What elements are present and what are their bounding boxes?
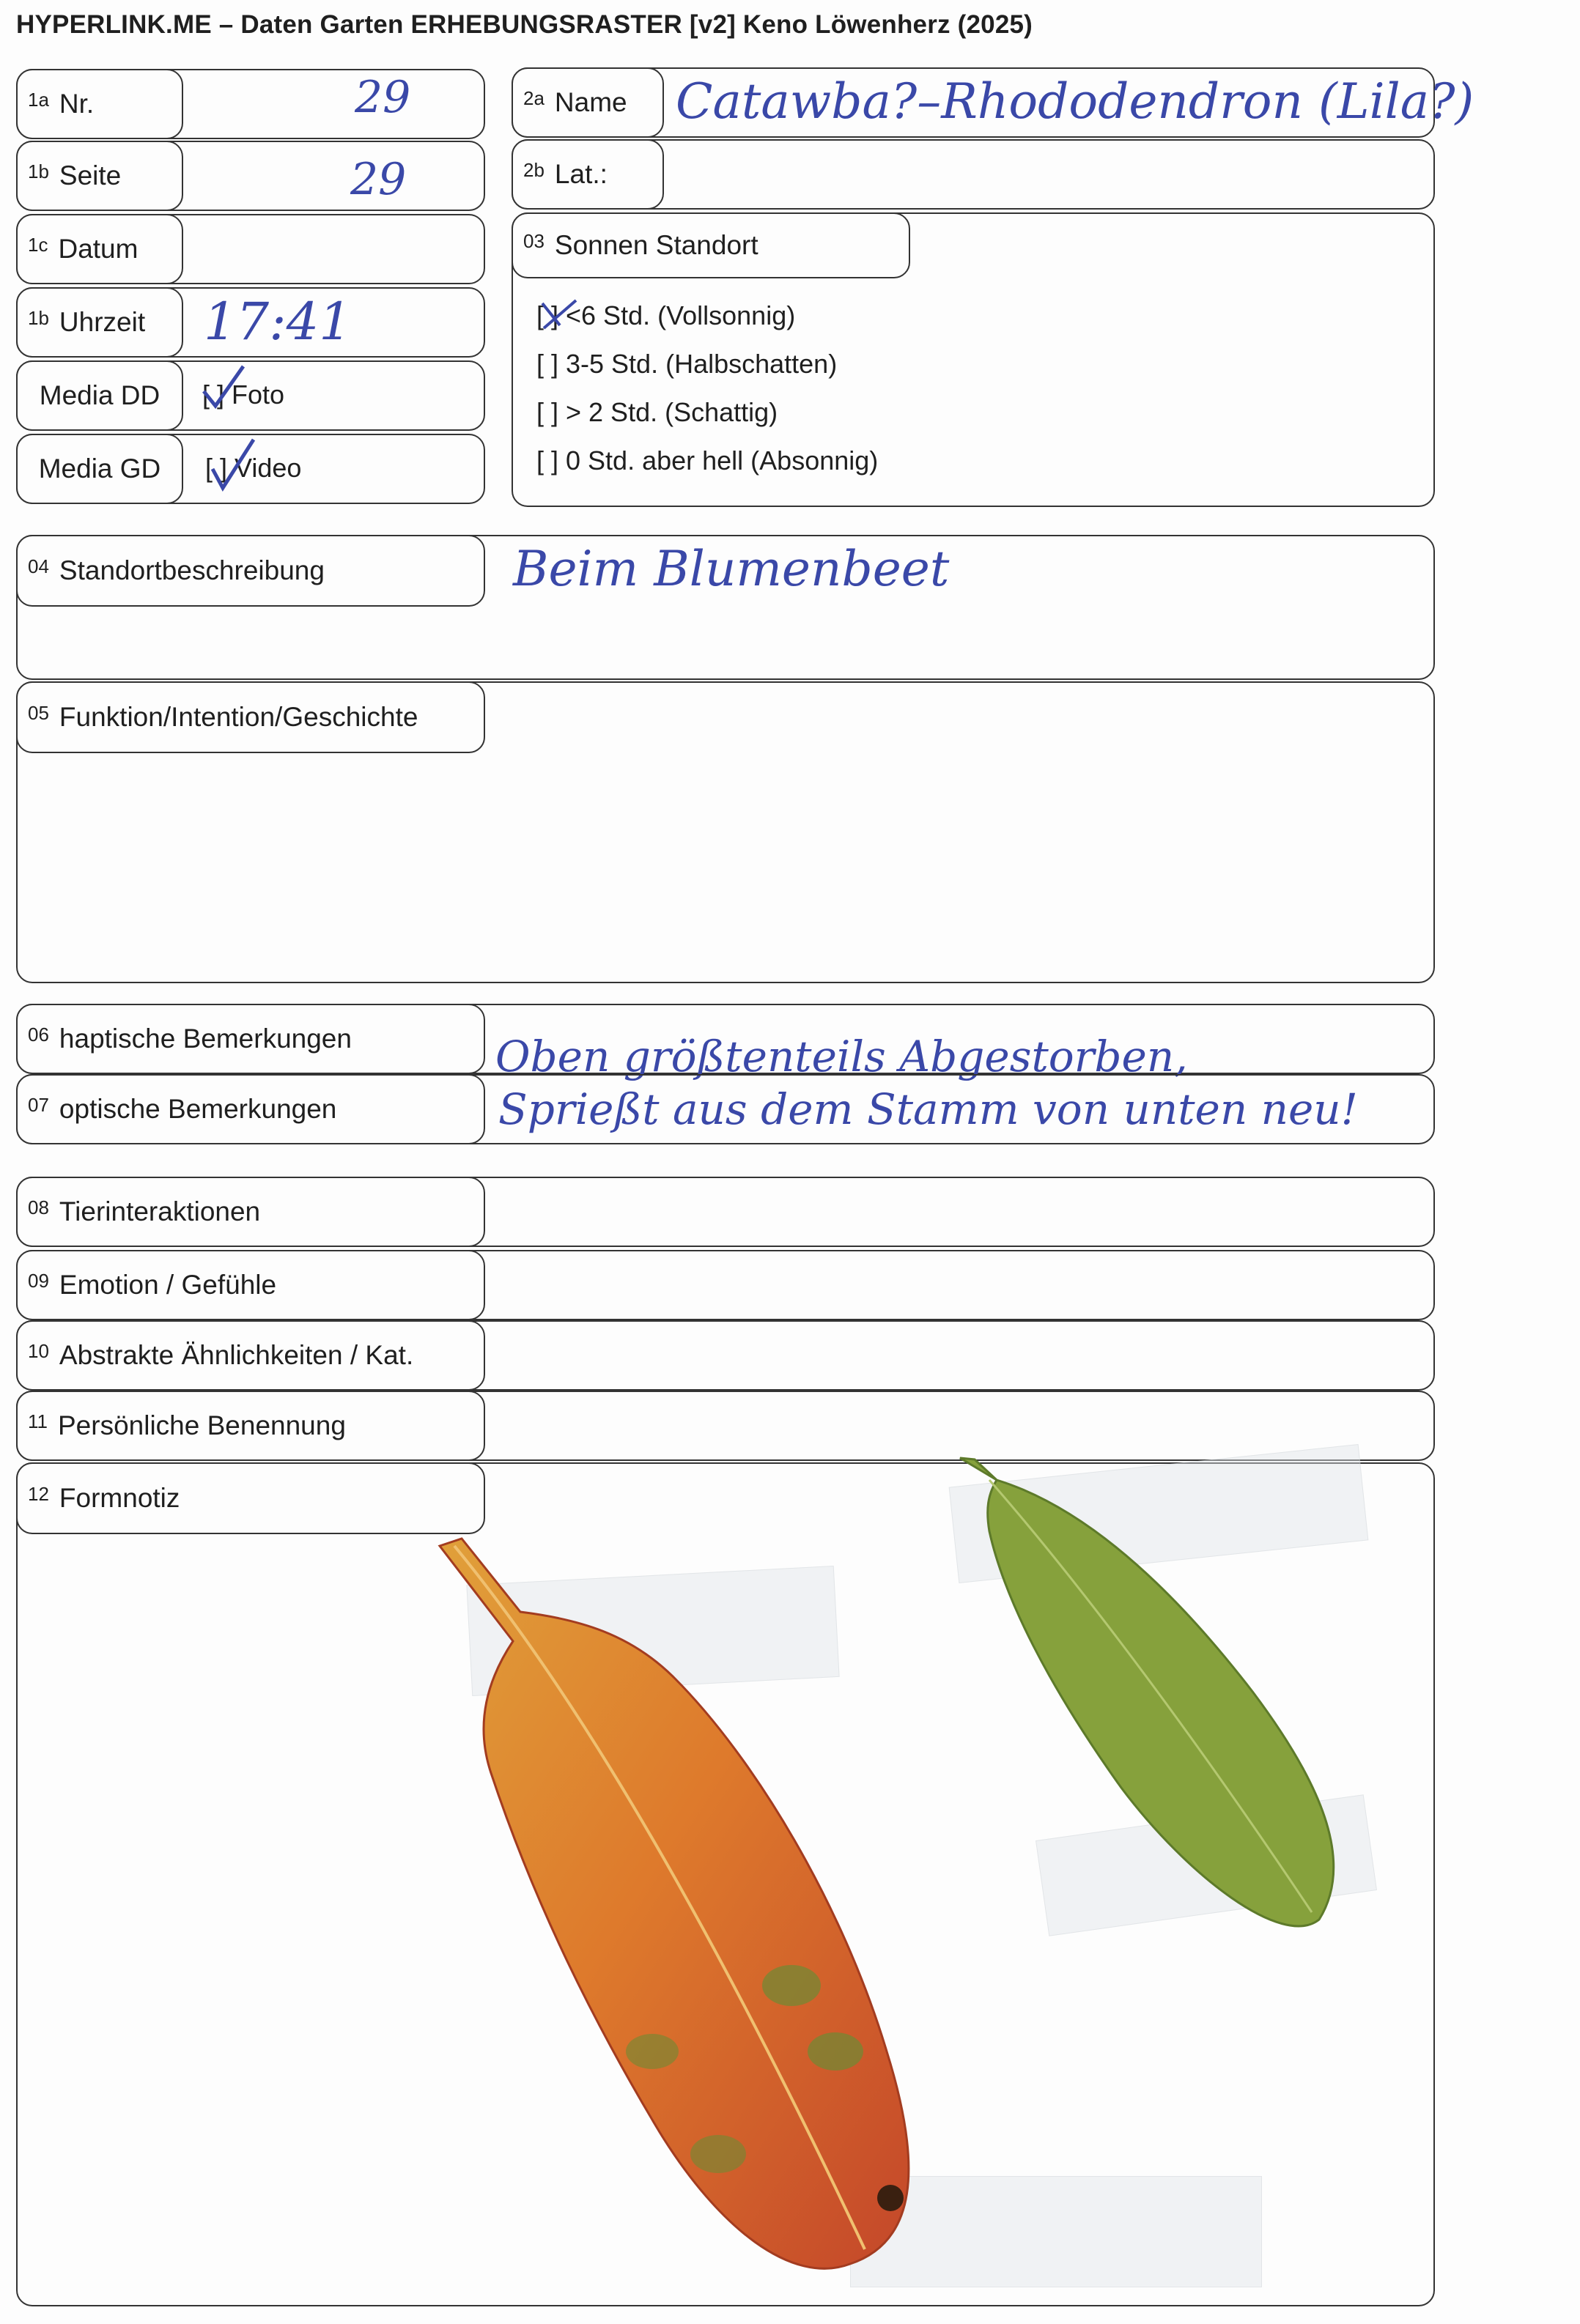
media-gd-label [16,434,183,504]
field-number: 09 [28,1269,49,1292]
check-mark-icon [208,437,259,495]
field-number: 2b [523,158,544,181]
leaf-green-image [945,1451,1356,1934]
field-number: 05 [28,701,49,724]
field-title: optische Bemerkungen [59,1094,337,1124]
sun-option-vollsonnig[interactable]: [ ] <6 Std. (Vollsonnig) [536,300,796,330]
field-title: Name [554,87,627,117]
haptisch-value: Oben größtenteils Abgestorben, [495,1032,1188,1081]
form-header: HYPERLINK.ME – Daten Garten ERHEBUNGSRASTER [v2] Keno Löwenherz (2025) [16,10,1033,39]
sun-option-halbschatten[interactable]: [ ] 3-5 Std. (Halbschatten) [536,349,838,379]
field-title: Seite [59,160,122,190]
field-number: 1a [28,88,49,111]
nr-value: 29 [355,72,411,123]
foto-checkbox[interactable]: [ ] Foto [202,380,285,410]
field-number: 12 [28,1482,49,1505]
video-checkbox[interactable]: [ ] Video [205,453,302,483]
optisch-value: Sprießt aus dem Stamm von unten neu! [498,1084,1358,1134]
field-11-label [16,1391,485,1461]
field-title: Uhrzeit [59,307,146,337]
field-title: Standortbeschreibung [59,555,325,585]
field-number: 03 [523,229,544,252]
field-07-label [16,1074,485,1144]
field-number: 1b [28,306,49,329]
field-04-label [16,535,485,607]
field-number: 06 [28,1023,49,1046]
field-title: Media GD [38,454,161,484]
field-03-label [512,212,910,278]
field-number: 07 [28,1093,49,1116]
check-mark-icon [538,296,582,333]
field-title: Sonnen Standort [554,230,758,260]
standort-value: Beim Blumenbeet [513,541,950,597]
field-title: Datum [58,234,139,264]
field-06-label [16,1004,485,1074]
check-mark-icon [199,362,251,413]
field-2b-label [512,139,664,210]
field-number: 08 [28,1196,49,1218]
field-title: Emotion / Gefühle [59,1270,277,1300]
field-10-label [16,1320,485,1391]
field-1c-label [16,214,183,284]
field-title: Formnotiz [59,1483,180,1513]
name-value: Catawba?–Rhododendron (Lila?) [676,73,1474,130]
uhrzeit-value: 17:41 [204,292,352,352]
field-number: 2a [523,86,544,109]
field-title: Funktion/Intention/Geschichte [59,702,418,732]
field-number: 1b [28,160,49,182]
field-title: Lat.: [554,159,608,189]
field-number: 11 [28,1410,48,1432]
field-1a-label [16,69,183,139]
field-title: Tierinteraktionen [59,1196,261,1226]
field-2a-label [512,67,664,138]
seite-value: 29 [350,154,407,205]
field-title: Nr. [59,89,95,119]
field-number: 10 [28,1339,49,1362]
field-uhrzeit-label [16,287,183,358]
field-09-label [16,1250,485,1320]
field-title: Media DD [39,380,160,410]
sun-option-absonnig[interactable]: [ ] 0 Std. aber hell (Absonnig) [536,445,879,475]
field-number: 1c [28,233,48,256]
field-title: Abstrakte Ähnlichkeiten / Kat. [59,1340,414,1370]
field-1b-seite-label [16,141,183,211]
field-05-label [16,681,485,753]
field-title: Persönliche Benennung [58,1410,346,1440]
sun-option-schattig[interactable]: [ ] > 2 Std. (Schattig) [536,397,778,427]
media-dd-label [16,360,183,431]
field-number: 04 [28,555,49,577]
field-08-label [16,1177,485,1247]
field-title: haptische Bemerkungen [59,1024,352,1054]
